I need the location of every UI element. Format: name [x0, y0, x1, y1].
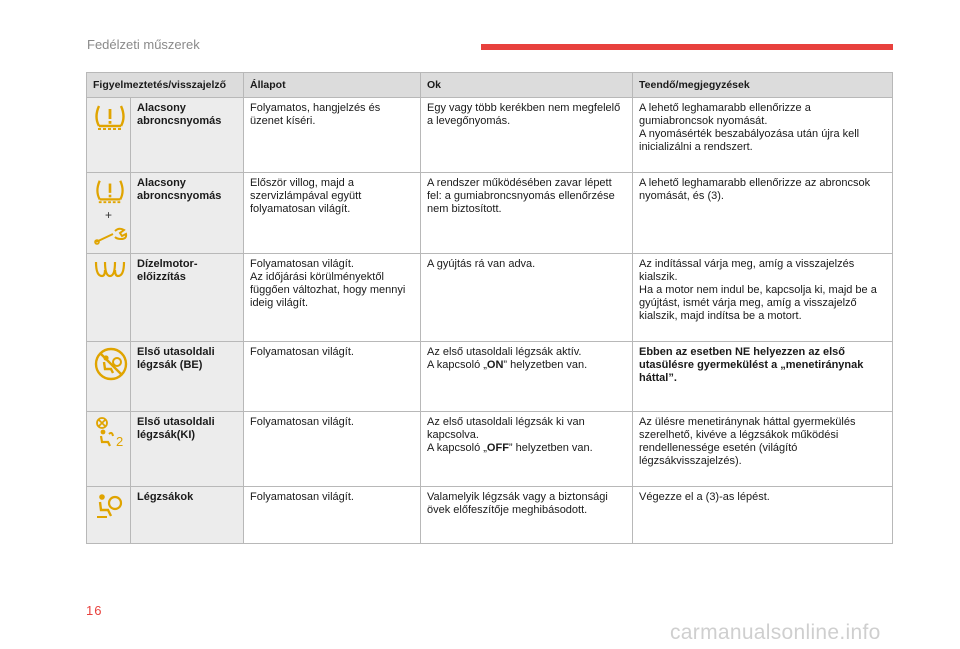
cause-suffix: ” helyzetben van. — [508, 442, 593, 454]
table-row — [87, 173, 893, 254]
header-state: Állapot — [244, 73, 421, 98]
warning-name: Első utasoldali légzsák(KI) — [131, 412, 244, 487]
cause-text: Valamelyik légzsák vagy a biztonsági övek előfeszítője meghibásodott. — [421, 487, 633, 544]
watermark: carmanualsonline.info — [670, 621, 881, 644]
icon-cell — [87, 254, 131, 342]
icon-cell — [87, 173, 131, 254]
table-header-row — [87, 73, 893, 98]
tire-pressure-warning-icon — [93, 102, 127, 132]
action-text: Végezze el a (3)-as lépést. — [633, 487, 893, 544]
state-text: Folyamatos, hangjelzés és üzenet kíséri. — [244, 98, 421, 173]
table-row — [87, 487, 893, 544]
icon-cell — [87, 342, 131, 412]
header-action: Teendő/megjegyzések — [633, 73, 893, 98]
plus-sign: + — [104, 208, 112, 222]
warning-name: Első utasoldali légzsák (BE) — [131, 342, 244, 412]
state-text: Folyamatosan világít. Az időjárási körülményektől függően változhat, hogy mennyi ideig világít. — [244, 254, 421, 342]
glow-plug-icon — [93, 258, 127, 280]
header-warning: Figyelmeztetés/visszajelző — [87, 73, 244, 98]
cause-cell — [421, 342, 633, 412]
switch-position-off: OFF — [486, 442, 509, 454]
svg-text:2: 2 — [116, 434, 124, 448]
tire-pressure-warning-icon — [93, 177, 127, 205]
cause-text: A rendszer működésében zavar lépett fel: a gumiabroncsnyomás ellenőrzése nem biztosított. — [421, 173, 633, 254]
table-row — [87, 98, 893, 173]
table-row — [87, 342, 893, 412]
cause-prefix: A kapcsoló „ — [427, 442, 487, 454]
table-row — [87, 254, 893, 342]
state-text: Folyamatosan világít. — [244, 412, 421, 487]
action-text: Az indítással várja meg, amíg a visszajelzés kialszik. Ha a motor nem indul be, kapcsolja ki, majd be a gyújtást, ismét várja meg, amíg a visszajelző kialszik, majd indítsa be a motort. — [633, 254, 893, 342]
table-row — [87, 412, 893, 487]
warning-table — [86, 72, 893, 544]
airbag-fault-icon — [93, 491, 127, 521]
cause-text: Az első utasoldali légzsák ki van kapcsolva. — [427, 416, 585, 441]
state-text: Folyamatosan világít. — [244, 487, 421, 544]
warning-name: Alacsony abroncsnyomás — [131, 98, 244, 173]
service-wrench-icon — [93, 227, 129, 245]
action-text: Ebben az esetben NE helyezzen az első utasülésre gyermekülést a „menetiránynak háttal”. — [633, 342, 893, 412]
icon-cell — [87, 487, 131, 544]
header-cause: Ok — [421, 73, 633, 98]
passenger-airbag-off-icon — [93, 416, 129, 448]
page-number: 16 — [86, 603, 103, 618]
cause-text: Egy vagy több kerékben nem megfelelő a levegőnyomás. — [421, 98, 633, 173]
cause-text: Az első utasoldali légzsák aktív. — [427, 346, 582, 358]
action-text: A lehető leghamarabb ellenőrizze az abroncsok nyomását, és (3). — [633, 173, 893, 254]
icon-cell — [87, 412, 131, 487]
cause-text: A gyújtás rá van adva. — [421, 254, 633, 342]
cause-cell — [421, 412, 633, 487]
passenger-airbag-on-icon — [93, 346, 129, 382]
warning-name: Légzsákok — [131, 487, 244, 544]
cause-suffix: ” helyzetben van. — [503, 359, 588, 371]
warning-name: Alacsony abroncsnyomás — [131, 173, 244, 254]
action-text: A lehető leghamarabb ellenőrizze a gumiabroncsok nyomását. A nyomásérték beszabályozása után újra kell inicializálni a rendszert. — [633, 98, 893, 173]
action-text: Az ülésre menetiránynak háttal gyermekülés szerelhető, kivéve a légzsákok működési rendellenessége esetén (világító légzsákvisszajelzés). — [633, 412, 893, 487]
state-text: Folyamatosan világít. — [244, 342, 421, 412]
section-title: Fedélzeti műszerek — [87, 37, 200, 52]
warning-name: Dízelmotor-előizzítás — [131, 254, 244, 342]
state-text: Először villog, majd a szervizlámpával együtt folyamatosan világít. — [244, 173, 421, 254]
icon-cell — [87, 98, 131, 173]
switch-position-on: ON — [486, 359, 504, 371]
header-accent-bar — [481, 44, 893, 50]
cause-prefix: A kapcsoló „ — [427, 359, 487, 371]
